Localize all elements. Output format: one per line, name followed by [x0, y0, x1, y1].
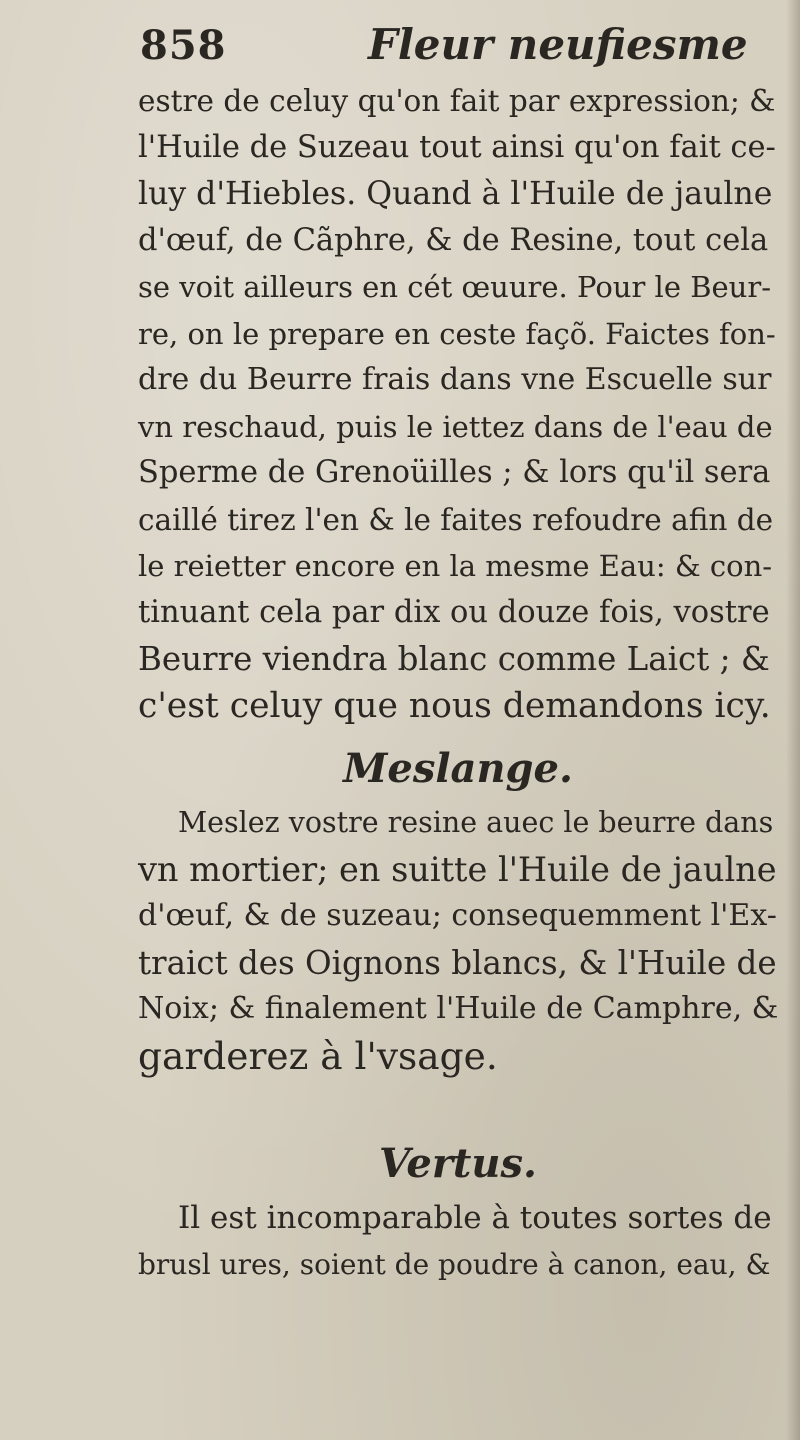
text-line: dre du Beurre frais dans vne Escuelle sur — [138, 362, 772, 397]
text-line: luy d'Hiebles. Quand à l'Huile de jaulne — [138, 176, 773, 212]
page-number: 858 — [140, 22, 227, 69]
page-header — [140, 18, 760, 78]
text-line: se voit ailleurs en cét œuure. Pour le Beur- — [138, 270, 772, 304]
paragraph-2 — [138, 800, 778, 1079]
text-line: traict des Oignons blancs, & l'Huile de — [138, 943, 777, 982]
page-edge-shadow — [786, 0, 800, 1440]
text-line: estre de celuy qu'on fait par expression; & — [138, 84, 776, 118]
text-line: Meslez vostre resine auec le beurre dans — [178, 806, 774, 839]
paragraph-1 — [138, 78, 778, 729]
text-line: tinuant cela par dix ou douze fois, vostre — [138, 594, 770, 630]
text-line: Sperme de Grenoüilles ; & lors qu'il sera — [138, 455, 771, 490]
running-title: Fleur neufiesme — [368, 20, 748, 69]
text-line: l'Huile de Suzeau tout ainsi qu'on fait ce- — [138, 129, 776, 165]
text-line: brusl ures, soient de poudre à canon, eau, & — [138, 1247, 771, 1281]
text-line: d'œuf, & de suzeau; consequemment l'Ex- — [138, 898, 777, 933]
paragraph-3 — [138, 1195, 778, 1288]
text-line: vn reschaud, puis le iettez dans de l'eau de — [138, 409, 773, 444]
text-line: d'œuf, de Cãphre, & de Resine, tout cela — [138, 222, 769, 258]
text-line: Noix; & finalement l'Huile de Camphre, & — [138, 991, 779, 1026]
section-heading-meslange: Meslange. — [343, 745, 573, 792]
text-line: le reietter encore en la mesme Eau: & con- — [138, 549, 773, 583]
text-line: Beurre viendra blanc comme Laict ; & — [138, 640, 770, 678]
text-line: caillé tirez l'en & le faites refoudre afin de — [138, 502, 774, 537]
text-line: garderez à l'vsage. — [138, 1033, 498, 1078]
text-line: vn mortier; en suitte l'Huile de jaulne — [138, 849, 777, 889]
text-line: re, on le prepare en ceste façõ. Faictes fon- — [138, 316, 776, 351]
text-line: Il est incomparable à toutes sortes de — [178, 1200, 772, 1236]
section-heading-vertus: Vertus. — [379, 1140, 537, 1187]
text-line: c'est celuy que nous demandons icy. — [138, 685, 771, 726]
